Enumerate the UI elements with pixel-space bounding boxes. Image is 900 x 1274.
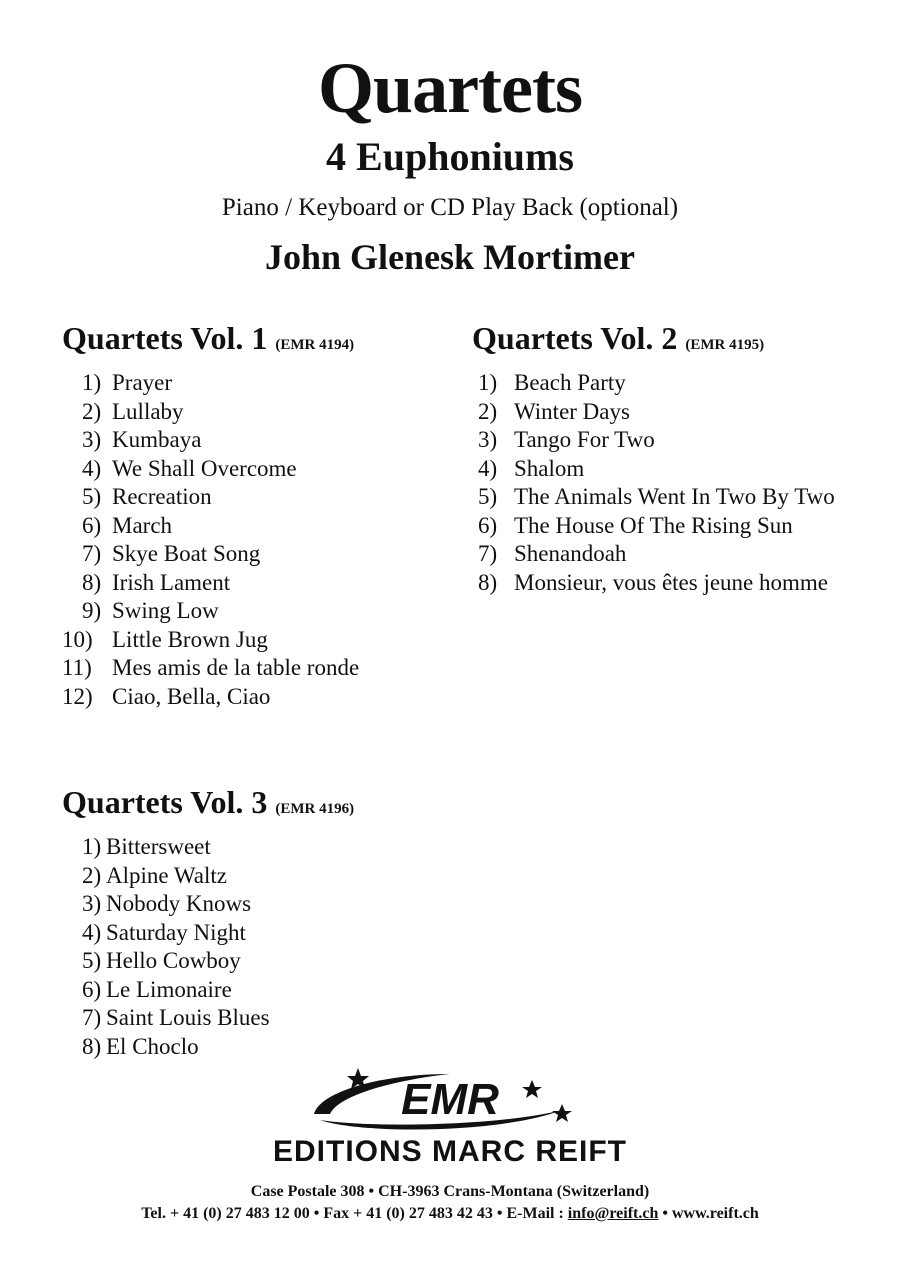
item-title: Nobody Knows [106,891,252,916]
list-item [62,683,359,712]
publisher-name: EDITIONS MARC REIFT [273,1135,627,1168]
item-number: 5) [478,484,498,509]
item-title: Saturday Night [106,919,246,945]
list-item [62,947,354,976]
list-item [62,597,359,626]
list-item [62,976,354,1005]
list-item [62,890,354,919]
volume-1-tracklist [62,369,359,711]
item-title: Shalom [514,455,585,481]
list-item [62,919,354,948]
item-title: The Animals Went In Two By Two [514,484,835,509]
volume-3-title: Quartets Vol. 3 [62,784,268,820]
list-item [62,626,359,655]
item-number: 1) [478,370,498,395]
item-title: Monsieur, vous êtes jeune homme [514,569,828,595]
item-number: 6) [82,976,102,1002]
item-number: 9) [82,598,102,623]
page-title: Quartets [318,48,582,128]
list-item [62,654,359,683]
item-number: 5) [82,484,102,509]
item-number: 7) [478,541,498,566]
volume-2-code: (EMR 4195) [685,337,765,353]
item-number: 7) [82,541,102,566]
item-title: Swing Low [112,598,219,623]
item-number: 8) [82,1033,102,1059]
list-item [62,398,359,427]
item-number: 12) [62,683,93,709]
item-number: 2) [82,862,102,888]
volume-1-heading [62,318,359,365]
item-title: Skye Boat Song [112,541,261,566]
email-link[interactable]: info@reift.ch [567,1205,659,1222]
page-subtitle: 4 Euphoniums [326,134,574,179]
list-item [472,569,835,598]
list-item [472,426,835,455]
instrumentation-note: Piano / Keyboard or CD Play Back (optional) [221,194,679,221]
item-number: 6) [478,512,498,538]
list-item [472,540,835,569]
list-item [62,833,354,862]
item-title: El Choclo [106,1033,199,1059]
item-number: 4) [478,455,498,481]
item-number: 7) [82,1005,102,1030]
list-item [62,483,359,512]
volume-2-title: Quartets Vol. 2 [472,320,678,356]
item-number: 5) [82,948,102,973]
list-item [472,455,835,484]
composer-name: John Glenesk Mortimer [265,237,635,277]
volume-1-section [62,318,359,711]
item-title: Kumbaya [112,427,202,452]
list-item [62,426,359,455]
item-title: Shenandoah [514,541,627,566]
publisher-address: Case Postale 308 • CH-3963 Crans-Montana (Switzerland) [250,1183,650,1200]
list-item [62,540,359,569]
emr-logo [300,1062,600,1142]
item-title: Tango For Two [514,427,655,452]
item-number: 4) [82,455,102,481]
item-title: Mes amis de la table ronde [112,655,360,680]
contact-phone-fax: Tel. + 41 (0) 27 483 12 00 • Fax + 41 (0) 27 483 42 43 • E-Mail : [141,1205,568,1222]
item-title: Ciao, Bella, Ciao [112,683,271,709]
volume-3-tracklist [62,833,354,1061]
item-title: March [112,512,173,538]
volume-2-tracklist [472,369,835,597]
item-title: Saint Louis Blues [106,1005,270,1030]
item-title: The House Of The Rising Sun [514,512,793,538]
item-number: 6) [82,512,102,538]
volume-1-title: Quartets Vol. 1 [62,320,268,356]
item-number: 3) [82,427,102,452]
item-title: Lullaby [112,398,184,424]
item-number: 2) [478,398,498,424]
volume-3-heading [62,782,354,829]
list-item [472,483,835,512]
list-item [62,455,359,484]
list-item [62,569,359,598]
item-title: Prayer [112,370,173,395]
item-title: Winter Days [514,398,630,424]
volume-3-code: (EMR 4196) [275,801,355,817]
star-icon [552,1104,572,1122]
item-title: Beach Party [514,370,626,395]
item-title: We Shall Overcome [112,455,297,481]
list-item [62,369,359,398]
volume-2-section [472,318,835,597]
list-item [472,512,835,541]
item-title: Irish Lament [112,569,231,595]
item-title: Alpine Waltz [106,862,227,888]
item-title: Recreation [112,484,212,509]
item-number: 8) [478,569,498,595]
item-title: Hello Cowboy [106,948,241,973]
volume-2-heading [472,318,835,365]
website-text: • www.reift.ch [658,1205,759,1222]
volume-3-section [62,782,354,1061]
volume-1-code: (EMR 4194) [275,337,355,353]
item-title: Little Brown Jug [112,626,268,652]
publisher-contact [0,1204,900,1224]
list-item [62,512,359,541]
list-item [62,1004,354,1033]
item-number: 3) [478,427,498,452]
item-number: 1) [82,370,102,395]
star-icon [522,1080,542,1098]
item-title: Bittersweet [106,834,211,859]
item-title: Le Limonaire [106,976,232,1002]
item-number: 8) [82,569,102,595]
item-number: 1) [82,834,102,859]
list-item [62,1033,354,1062]
item-number: 2) [82,398,102,424]
list-item [472,398,835,427]
item-number: 11) [62,655,92,680]
logo-text: EMR [401,1075,499,1124]
list-item [62,862,354,891]
list-item [472,369,835,398]
item-number: 3) [82,891,102,916]
item-number: 4) [82,919,102,945]
item-number: 10) [62,626,93,652]
